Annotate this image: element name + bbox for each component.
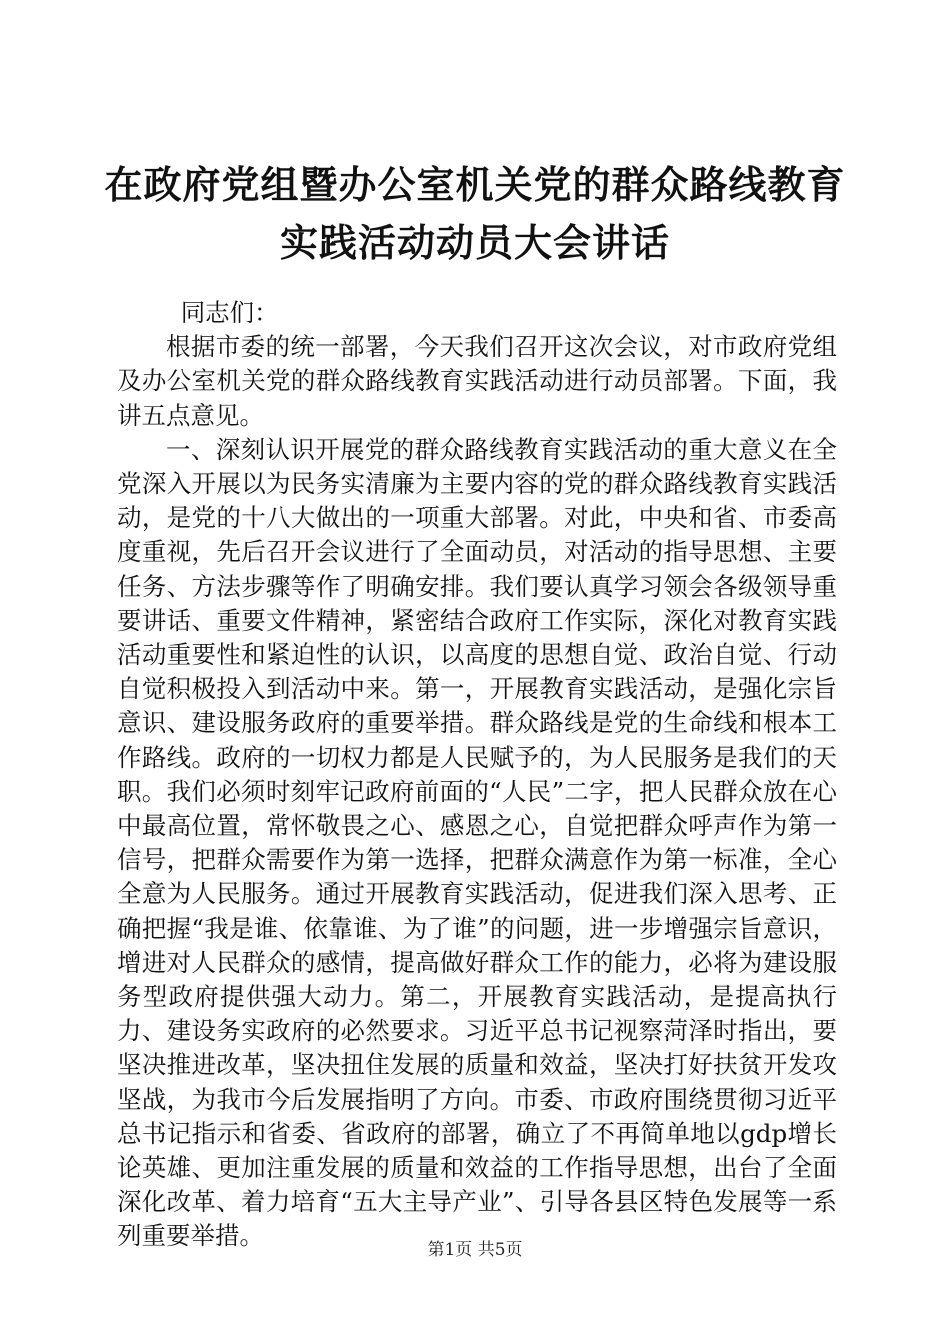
document-title: 在政府党组暨办公室机关党的群众路线教育实践活动动员大会讲话 [104, 162, 846, 265]
paragraph: 根据市委的统一部署，今天我们召开这次会议，对市政府党组及办公室机关党的群众路线教育实践活动进行动员部署。下面，我讲五点意见。 [117, 332, 837, 430]
document-body [117, 296, 837, 1254]
paragraph: 一、深刻认识开展党的群众路线教育实践活动的重大意义在全党深入开展以为民务实清廉为主要内容的党的群众路线教育实践活动，是党的十八大做出的一项重大部署。对此，中央和省、市委高度重视，先后召开会议进行了全面动员，对活动的指导思想、主要任务、方法步骤等作了明确安排。我们要认真学习领会各级领导重要讲话、重要文件精神，紧密结合政府工作实际，深化对教育实践活动重要性和紧迫性的认识，以高度的思想自觉、政治自觉、行动自觉积极投入到活动中来。第一，开展教育实践活动，是强化宗旨意识、建设服务政府的重要举措。群众路线是党的生命线和根本工作路线。政府的一切权力都是人民赋予的，为人民服务是我们的天职。我们必须时刻牢记政府前面的“人民”二字，把人民群众放在心中最高位置，常怀敬畏之心、感恩之心，自觉把群众呼声作为第一信号，把群众需要作为第一选择，把群众满意作为第一标准，全心全意为人民服务。通过开展教育实践活动，促进我们深入思考、正确把握“我是谁、依靠谁、为了谁”的问题，进一步增强宗旨意识，增进对人民群众的感情，提高做好群众工作的能力，必将为建设服务型政府提供强大动力。第二，开展教育实践活动，是提高执行力、建设务实政府的必然要求。习近平总书记视察菏泽时指出，要坚决推进改革，坚决扭住发展的质量和效益，坚决打好扶贫开发攻坚战，为我市今后发展指明了方向。市委、市政府围绕贯彻习近平总书记指示和省委、省政府的部署，确立了不再简单地以gdp增长论英雄、更加注重发展的质量和效益的工作指导思想，出台了全面深化改革、着力培育“五大主导产业”、引导各县区特色发展等一系列重要举措。 [117, 434, 837, 1251]
page-number-footer: 第1页 共5页 [427, 1240, 523, 1260]
salutation: 同志们： [180, 298, 279, 327]
